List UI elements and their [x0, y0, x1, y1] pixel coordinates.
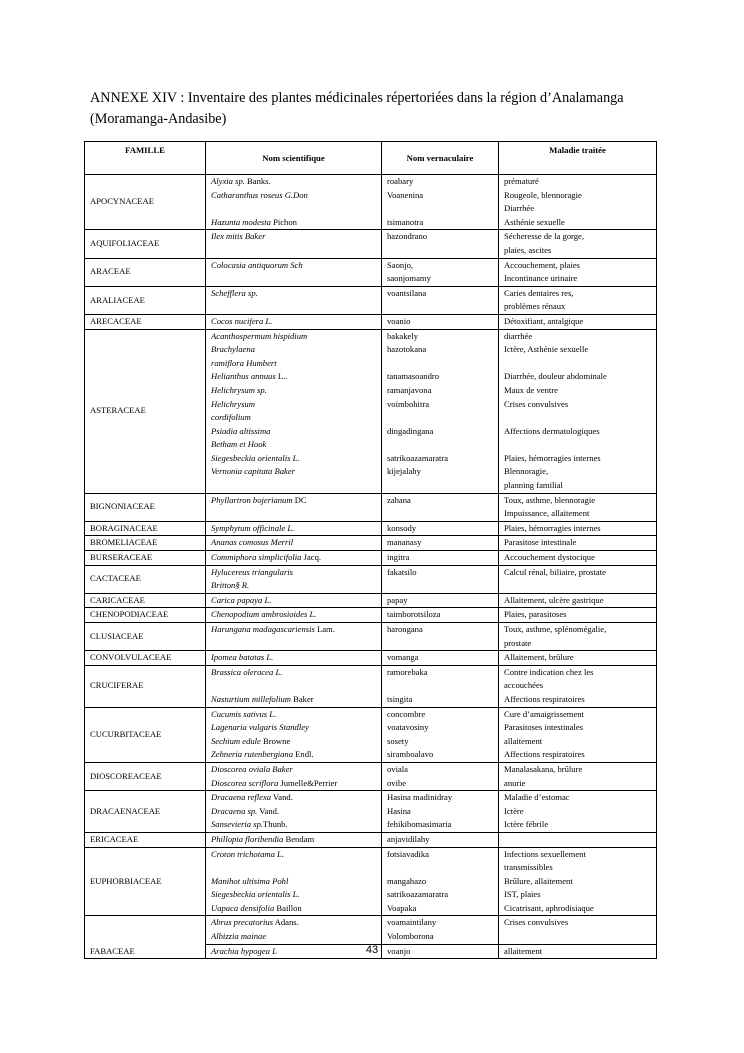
sci-name-segment: Thunb. — [263, 819, 288, 830]
famille-cell: ERICACEAE — [85, 832, 206, 847]
maladie-cell: Détoxifiant, antalgique — [499, 314, 657, 329]
maladie-cell: Parasitoses intestinales — [499, 721, 657, 735]
table-row — [85, 230, 657, 258]
famille-cell: CRUCIFERAE — [85, 665, 206, 707]
nom-vernaculaire-cell: hazondrano — [382, 230, 499, 258]
nom-vernaculaire-cell: satrikoazamaratra — [382, 888, 499, 902]
sci-name-segment: Vand. — [271, 792, 293, 803]
sci-name-segment: Manihot ultisima Pohl — [211, 875, 289, 886]
table-row — [85, 521, 657, 536]
maladie-cell: Ictère, Asthénie sexuelle — [499, 343, 657, 370]
maladie-cell: Infections sexuellement transmissibles — [499, 847, 657, 875]
table-row — [85, 916, 657, 930]
maladie-cell: Accouchement dystocique — [499, 551, 657, 566]
sci-name-segment: Abrus precatorius — [211, 917, 273, 928]
nom-vernaculaire-cell: zahana — [382, 493, 499, 521]
maladie-cell: Rougeole, blennoragie Diarrhée — [499, 189, 657, 216]
maladie-cell: Brûlure, allaitement — [499, 875, 657, 889]
nom-vernaculaire-cell: ovibe — [382, 777, 499, 791]
sci-name-segment: Jumelle&Perrier — [278, 777, 338, 788]
sci-name-segment: Phyllartron bojerianum — [211, 494, 293, 505]
sci-name-segment: Albizzia mainae — [211, 931, 267, 942]
sci-name-segment: Zehneria rutenbergiana — [211, 749, 294, 760]
nom-scientifique-cell — [206, 329, 382, 343]
nom-vernaculaire-cell: Hasina — [382, 805, 499, 819]
maladie-cell: Ictère fébrile — [499, 818, 657, 832]
nom-vernaculaire-cell: hazotokana — [382, 343, 499, 370]
nom-vernaculaire-cell: fotsiavadika — [382, 847, 499, 875]
nom-scientifique-cell — [206, 565, 382, 593]
table-row — [85, 493, 657, 521]
table-row — [85, 665, 657, 693]
maladie-cell — [499, 930, 657, 944]
sci-name-segment: Cucumis sativus L. — [211, 708, 277, 719]
sci-name-segment: Colocasia antiquorum Sch — [211, 259, 303, 270]
sci-name-segment: Baker — [290, 693, 314, 704]
sci-name-segment: Helichrysum cordifolium — [211, 398, 255, 423]
nom-scientifique-cell — [206, 735, 382, 749]
nom-scientifique-cell — [206, 888, 382, 902]
famille-cell: DRACAENACEAE — [85, 791, 206, 833]
sci-name-segment: Harungana madagascariensis — [211, 624, 315, 634]
maladie-cell: prématuré — [499, 175, 657, 189]
table-row — [85, 608, 657, 623]
nom-vernaculaire-cell: fehikibomasimaria — [382, 818, 499, 832]
nom-scientifique-cell — [206, 916, 382, 930]
sci-name-segment: Sechium edule — [211, 735, 261, 746]
maladie-cell: Ictère — [499, 805, 657, 819]
sci-name-segment: Banks. — [244, 176, 271, 186]
nom-scientifique-cell — [206, 847, 382, 875]
nom-scientifique-cell — [206, 314, 382, 329]
maladie-cell: Crises convulsives — [499, 398, 657, 425]
nom-scientifique-cell — [206, 593, 382, 608]
maladie-cell: allaitement — [499, 735, 657, 749]
sci-name-segment: Brachylaena ramiflora Humbert — [211, 344, 277, 368]
maladie-cell: Affections respiratoires — [499, 748, 657, 762]
famille-cell: ASTERACEAE — [85, 329, 206, 493]
maladie-cell: Contre indication chez les accouchées — [499, 665, 657, 693]
maladie-cell: Affections respiratoires — [499, 693, 657, 707]
nom-scientifique-cell — [206, 832, 382, 847]
nom-scientifique-cell — [206, 398, 382, 425]
nom-vernaculaire-cell: satrikoazamaratra — [382, 452, 499, 466]
table-row — [85, 565, 657, 593]
maladie-cell: Affections dermatologiques — [499, 425, 657, 452]
nom-vernaculaire-cell: ramorebaka — [382, 665, 499, 693]
table-row — [85, 551, 657, 566]
nom-scientifique-cell — [206, 493, 382, 521]
nom-scientifique-cell — [206, 693, 382, 707]
sci-name-segment: Bendam — [283, 833, 315, 844]
maladie-cell: Caries dentaires res, problèmes rénaux — [499, 286, 657, 314]
nom-scientifique-cell — [206, 902, 382, 916]
table-row — [85, 593, 657, 608]
nom-scientifique-cell — [206, 551, 382, 566]
sci-name-segment: Nasturtium millefolium — [211, 693, 291, 704]
nom-scientifique-cell — [206, 189, 382, 216]
maladie-cell: Asthénie sexuelle — [499, 216, 657, 230]
maladie-cell: Parasitose intestinale — [499, 536, 657, 551]
sci-name-segment: Uapaca densifolia — [211, 902, 275, 913]
sci-name-segment: Brassica oleracea L. — [211, 666, 283, 677]
maladie-cell: Plaies, parasitoses — [499, 608, 657, 623]
famille-cell: ARECACEAE — [85, 314, 206, 329]
sci-name-segment: Lagenaria vulgaris Standley — [211, 722, 309, 733]
maladie-cell: Manalasakana, brûlure — [499, 762, 657, 776]
nom-vernaculaire-cell: anjavidilahy — [382, 832, 499, 847]
maladie-cell: IST, plaies — [499, 888, 657, 902]
header-maladie: Maladie traitée — [499, 142, 657, 175]
nom-scientifique-cell — [206, 384, 382, 398]
sci-name-segment: Arachia hypogea L — [211, 945, 277, 956]
nom-scientifique-cell — [206, 818, 382, 832]
sci-name-segment: Schefflera sp. — [211, 287, 258, 298]
nom-scientifique-cell — [206, 721, 382, 735]
nom-scientifique-cell — [206, 762, 382, 776]
sci-name-segment: Helichrysum sp. — [211, 384, 267, 395]
famille-cell: EUPHORBIACEAE — [85, 847, 206, 916]
famille-cell: CACTACEAE — [85, 565, 206, 593]
sci-name-segment: Croton trichotama L. — [211, 848, 284, 859]
nom-vernaculaire-cell: fakatsilo — [382, 565, 499, 593]
nom-vernaculaire-cell: Volomborona — [382, 930, 499, 944]
table-row — [85, 623, 657, 651]
sci-name-segment: Dioscorea oviala Baker — [211, 763, 293, 774]
nom-vernaculaire-cell: kijejalahy — [382, 465, 499, 493]
nom-vernaculaire-cell: mananasy — [382, 536, 499, 551]
sci-name-segment: Vand. — [257, 805, 280, 816]
sci-name-segment: Acanthospermum hispidium — [211, 330, 308, 341]
nom-vernaculaire-cell: voanjo — [382, 944, 499, 959]
famille-cell: BORAGINACEAE — [85, 521, 206, 536]
sci-name-segment: L.. — [275, 371, 288, 382]
nom-vernaculaire-cell: sosety — [382, 735, 499, 749]
table-row — [85, 762, 657, 776]
nom-scientifique-cell — [206, 707, 382, 721]
sci-name-segment: Symphytum officinale L. — [211, 522, 295, 533]
nom-vernaculaire-cell: voimbohitra — [382, 398, 499, 425]
sci-name-segment: DC — [292, 494, 307, 505]
nom-vernaculaire-cell: voantsilana — [382, 286, 499, 314]
maladie-cell: Accouchement, plaies Incontinance urinaire — [499, 258, 657, 286]
nom-scientifique-cell — [206, 777, 382, 791]
sci-name-segment: Dracaena reflexa — [211, 792, 272, 803]
sci-name-segment: Adans. — [273, 917, 299, 928]
maladie-cell: Diarrhée, douleur abdominale — [499, 370, 657, 384]
nom-scientifique-cell — [206, 608, 382, 623]
plant-inventory-table — [84, 141, 657, 959]
table-row — [85, 314, 657, 329]
maladie-cell: Allaitement, ulcère gastrique — [499, 593, 657, 608]
nom-scientifique-cell — [206, 930, 382, 944]
sci-name-segment: Psiadia altissima Betham et Hook — [211, 425, 271, 450]
maladie-cell — [499, 832, 657, 847]
sci-name-segment: Chenopodium ambrosioides L. — [211, 609, 317, 620]
nom-vernaculaire-cell: voatavosiny — [382, 721, 499, 735]
table-header-row — [85, 142, 657, 175]
maladie-cell: Blennoragie, planning familial — [499, 465, 657, 493]
table-row — [85, 847, 657, 875]
nom-vernaculaire-cell: Voanenina — [382, 189, 499, 216]
famille-cell: APOCYNACEAE — [85, 175, 206, 230]
nom-vernaculaire-cell: Hasina madinidray — [382, 791, 499, 805]
maladie-cell: Crises convulsives — [499, 916, 657, 930]
nom-scientifique-cell — [206, 175, 382, 189]
nom-vernaculaire-cell: Voapaka — [382, 902, 499, 916]
nom-scientifique-cell — [206, 536, 382, 551]
maladie-cell: Maladie d’estomac — [499, 791, 657, 805]
nom-vernaculaire-cell: Saonjo, saonjomamy — [382, 258, 499, 286]
sci-name-segment: Commiphora simplicifolia — [211, 552, 302, 563]
nom-scientifique-cell — [206, 452, 382, 466]
nom-vernaculaire-cell: taimborotsiloza — [382, 608, 499, 623]
sci-name-segment: Hylucereus triangularis Britton§ R. — [211, 566, 294, 591]
header-nom-vernaculaire: Nom vernaculaire — [382, 142, 499, 175]
table-row — [85, 791, 657, 805]
nom-vernaculaire-cell: konsody — [382, 521, 499, 536]
sci-name-segment: Carica papaya L. — [211, 594, 272, 605]
famille-cell: CONVOLVULACEAE — [85, 651, 206, 666]
maladie-cell: Plaies, hémorragies internes — [499, 452, 657, 466]
nom-scientifique-cell — [206, 875, 382, 889]
nom-scientifique-cell — [206, 216, 382, 230]
maladie-cell: Calcul rénal, biliaire, prostate — [499, 565, 657, 593]
nom-vernaculaire-cell: dingadingana — [382, 425, 499, 452]
sci-name-segment: Sansevieria sp. — [211, 819, 264, 830]
nom-vernaculaire-cell: concombre — [382, 707, 499, 721]
sci-name-segment: Ananas comosus Merril — [211, 537, 294, 548]
table-row — [85, 286, 657, 314]
famille-cell: ARALIACEAE — [85, 286, 206, 314]
sci-name-segment: Endl. — [293, 749, 314, 760]
nom-vernaculaire-cell: voanio — [382, 314, 499, 329]
page-title: ANNEXE XIV : Inventaire des plantes médicinales répertoriées dans la région d’Analamanga (Moramanga-Andasibe) — [90, 90, 624, 127]
header-famille: FAMILLE — [85, 142, 206, 175]
nom-vernaculaire-cell: tsimanotra — [382, 216, 499, 230]
famille-cell — [85, 916, 206, 944]
nom-scientifique-cell — [206, 665, 382, 693]
famille-cell: DIOSCOREACEAE — [85, 762, 206, 790]
famille-cell: BROMELIACEAE — [85, 536, 206, 551]
page-number: 43 — [365, 944, 379, 956]
famille-cell: CUCURBITACEAE — [85, 707, 206, 762]
nom-vernaculaire-cell: roabary — [382, 175, 499, 189]
sci-name-segment: Siegesbeckia orientalis L. — [211, 889, 300, 900]
nom-scientifique-cell — [206, 791, 382, 805]
famille-cell: CHENOPODIACEAE — [85, 608, 206, 623]
nom-scientifique-cell — [206, 623, 382, 651]
maladie-cell: Maux de ventre — [499, 384, 657, 398]
nom-scientifique-cell — [206, 805, 382, 819]
nom-vernaculaire-cell: harongana — [382, 623, 499, 651]
nom-vernaculaire-cell: mangahazo — [382, 875, 499, 889]
sci-name-segment: Vernonia capitata Baker — [211, 466, 296, 477]
maladie-cell: Cure d’amaigrissement — [499, 707, 657, 721]
table-row — [85, 258, 657, 286]
famille-cell: BURSERACEAE — [85, 551, 206, 566]
sci-name-segment: Jacq. — [301, 552, 322, 563]
sci-name-segment: Ilex mitis Baker — [211, 231, 266, 242]
sci-name-segment: Baillon — [274, 902, 302, 913]
maladie-cell: allaitement — [499, 944, 657, 959]
maladie-cell: diarrhée — [499, 329, 657, 343]
table-row — [85, 707, 657, 721]
nom-vernaculaire-cell: ingitra — [382, 551, 499, 566]
nom-scientifique-cell — [206, 343, 382, 370]
sci-name-segment: Dioscorea scriflora — [211, 777, 279, 788]
table-row — [85, 329, 657, 343]
nom-vernaculaire-cell: siramboalavo — [382, 748, 499, 762]
maladie-cell: anurie — [499, 777, 657, 791]
maladie-cell: Plaies, hémorragies internes — [499, 521, 657, 536]
sci-name-segment: Ipomea batatas L. — [211, 652, 274, 663]
nom-scientifique-cell — [206, 230, 382, 258]
nom-vernaculaire-cell: voamaintilany — [382, 916, 499, 930]
sci-name-segment: Cocos nucifera L. — [211, 315, 273, 326]
nom-scientifique-cell — [206, 425, 382, 452]
famille-cell: AQUIFOLIACEAE — [85, 230, 206, 258]
sci-name-segment: Hazunta modesta — [211, 216, 271, 227]
nom-vernaculaire-cell: papay — [382, 593, 499, 608]
sci-name-segment: Browne — [260, 735, 291, 746]
sci-name-segment: Phillopia floribendia — [211, 833, 284, 844]
sci-name-segment: Catharanthus roseus G.Don — [211, 189, 308, 200]
nom-vernaculaire-cell: ramanjavona — [382, 384, 499, 398]
nom-scientifique-cell — [206, 286, 382, 314]
table-body — [85, 175, 657, 959]
sci-name-segment: Dracaena sp. — [211, 805, 258, 816]
maladie-cell: Toux, asthme, splénomégalie, prostate — [499, 623, 657, 651]
maladie-cell: Toux, asthme, blennoragie Impuissance, allaitement — [499, 493, 657, 521]
nom-vernaculaire-cell: tsingita — [382, 693, 499, 707]
nom-scientifique-cell — [206, 370, 382, 384]
header-nom-scientifique: Nom scientifique — [206, 142, 382, 175]
nom-vernaculaire-cell: tanamasoandro — [382, 370, 499, 384]
nom-scientifique-cell — [206, 521, 382, 536]
famille-cell: ARACEAE — [85, 258, 206, 286]
nom-vernaculaire-cell: vomanga — [382, 651, 499, 666]
sci-name-segment: Pichon — [270, 216, 297, 227]
maladie-cell: Cicatrisant, aphrodisiaque — [499, 902, 657, 916]
nom-scientifique-cell — [206, 651, 382, 666]
famille-cell: CLUSIACEAE — [85, 623, 206, 651]
table-row — [85, 536, 657, 551]
famille-cell: CARICACEAE — [85, 593, 206, 608]
table-row — [85, 175, 657, 189]
sci-name-segment: Helianthus annuus — [211, 371, 276, 382]
famille-cell: BIGNONIACEAE — [85, 493, 206, 521]
nom-vernaculaire-cell: oviala — [382, 762, 499, 776]
sci-name-segment: Siegesbeckia orientalis L. — [211, 452, 300, 463]
table-row — [85, 832, 657, 847]
famille-cell: FABACEAE — [85, 944, 206, 959]
nom-scientifique-cell — [206, 465, 382, 493]
sci-name-segment: Lam. — [314, 624, 335, 634]
maladie-cell: Sécheresse de la gorge, plaies, ascites — [499, 230, 657, 258]
sci-name-segment: Alyxia sp. — [211, 176, 245, 186]
nom-vernaculaire-cell: bakakely — [382, 329, 499, 343]
nom-scientifique-cell — [206, 748, 382, 762]
table-row — [85, 651, 657, 666]
maladie-cell: Allaitement, brûlure — [499, 651, 657, 666]
nom-scientifique-cell — [206, 258, 382, 286]
